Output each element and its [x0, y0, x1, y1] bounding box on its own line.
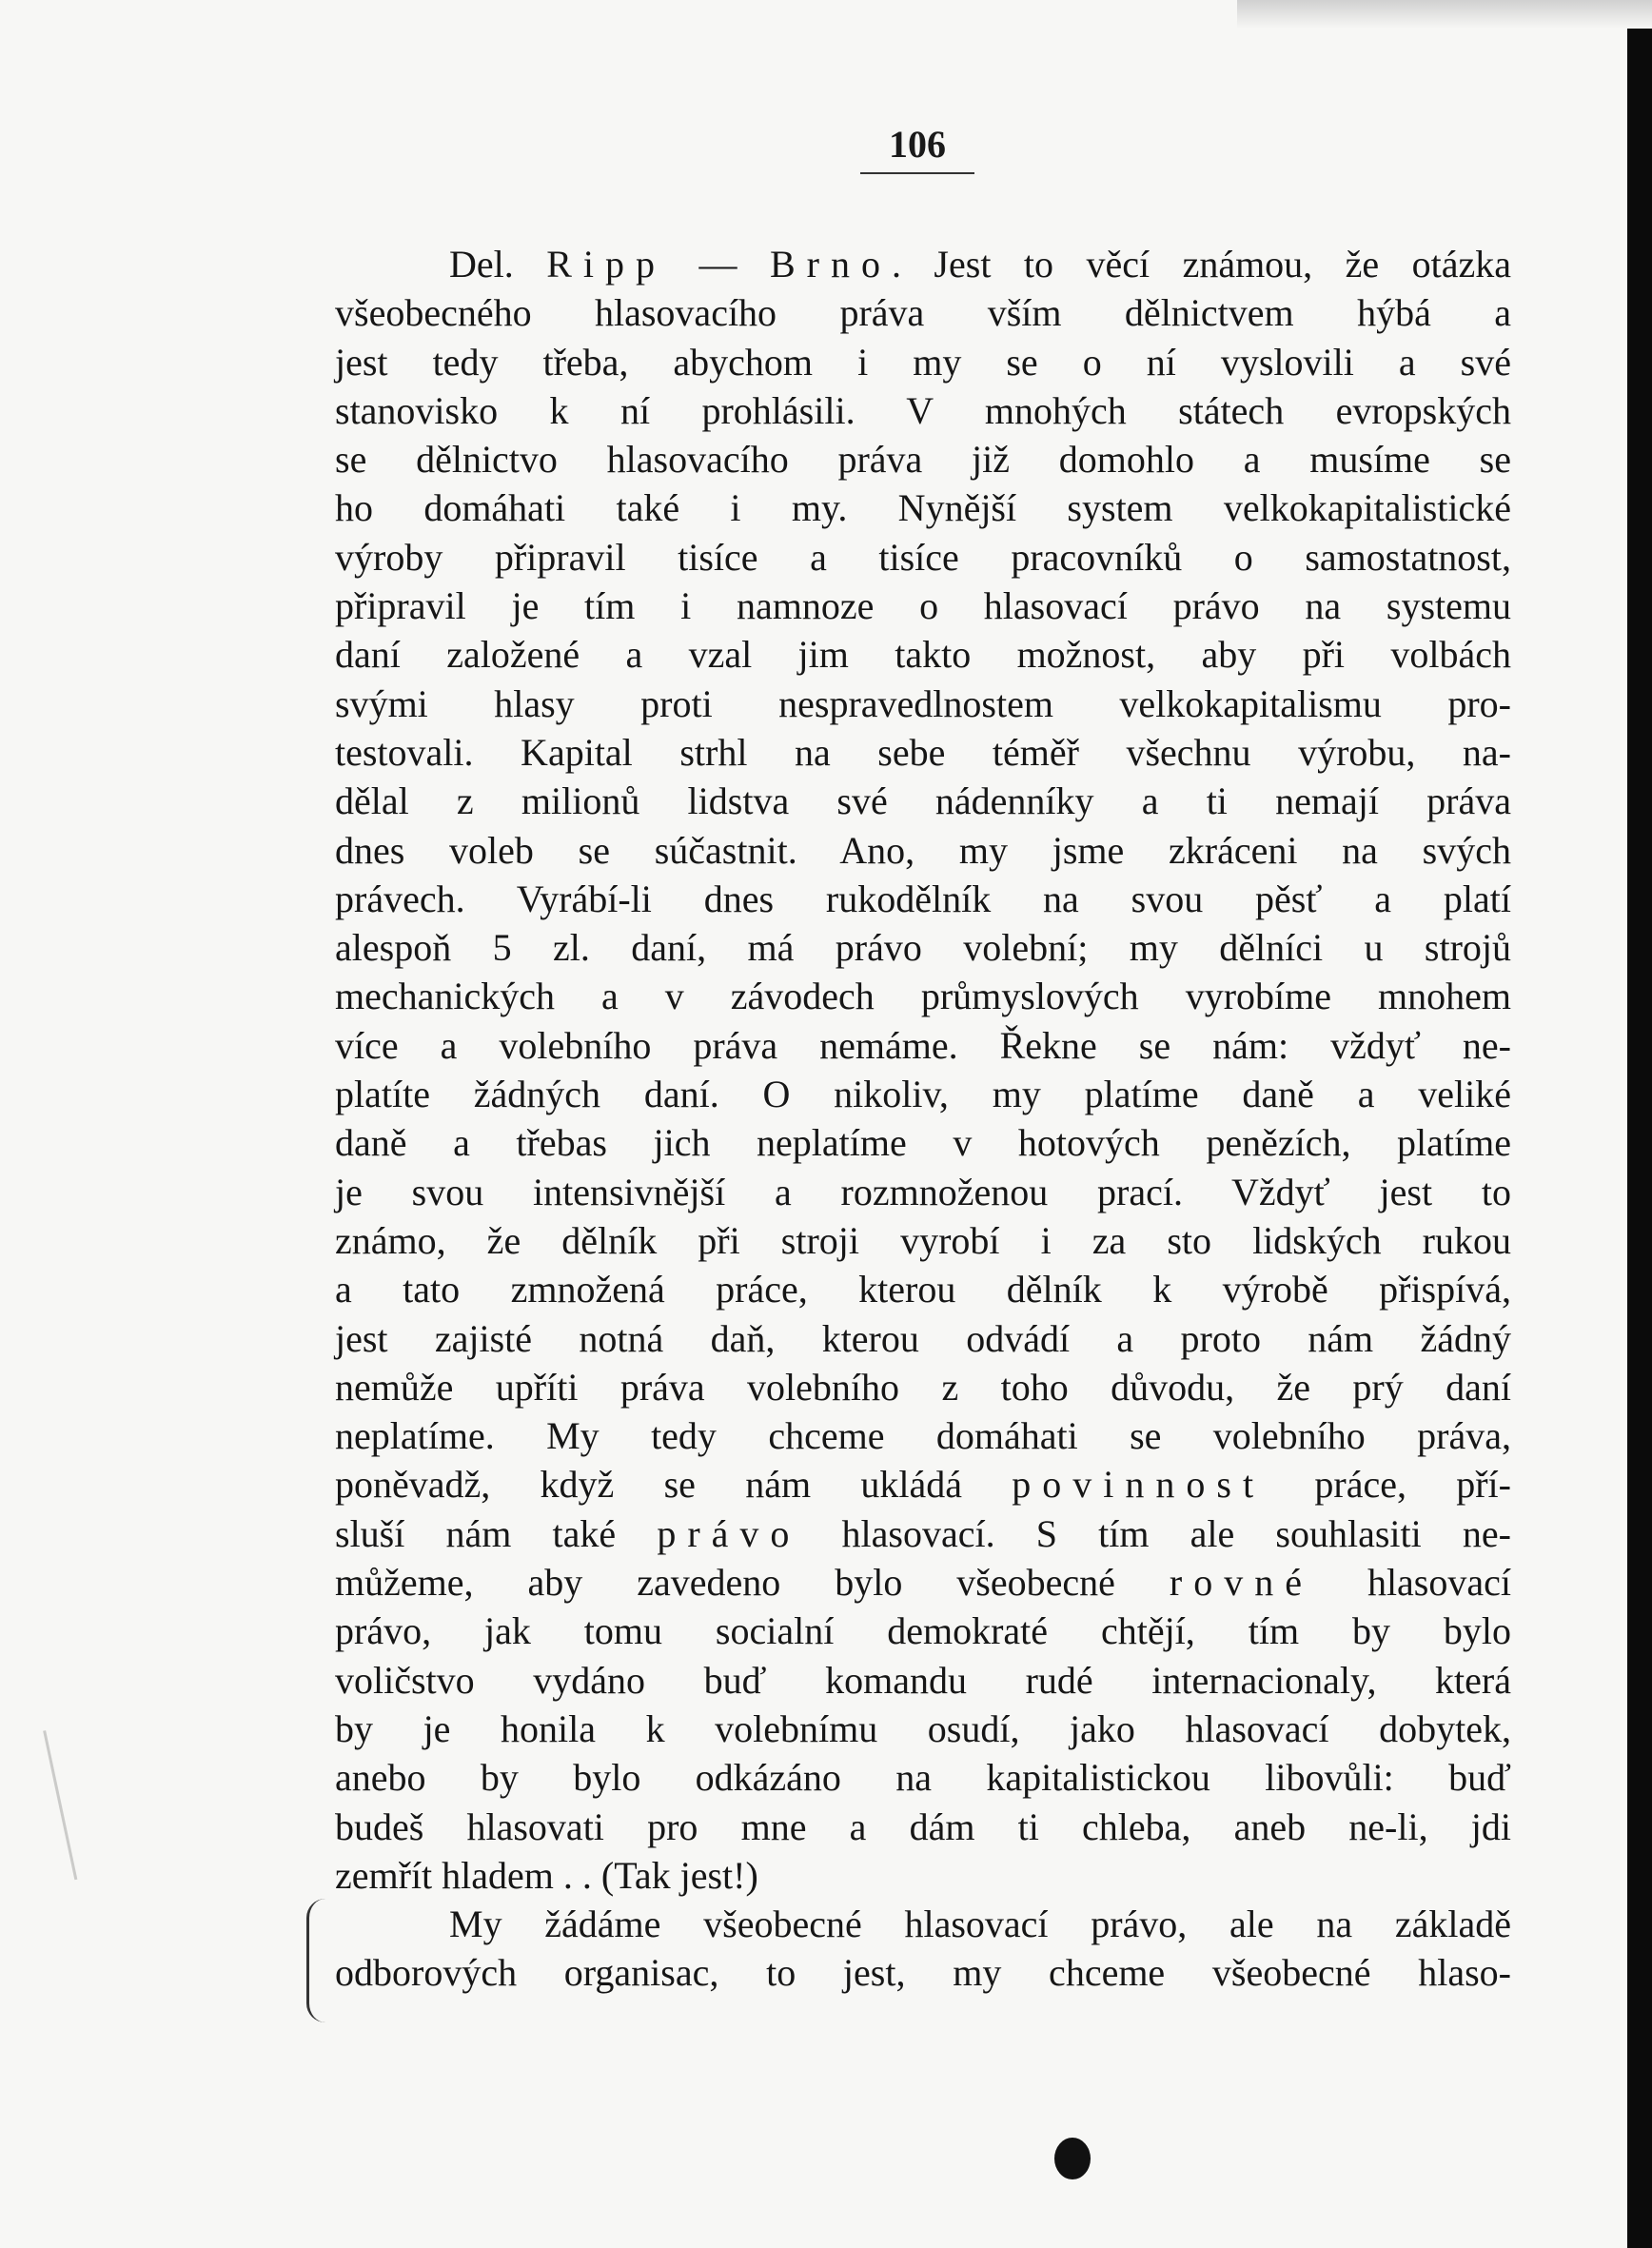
text-line	[335, 1558, 1511, 1607]
text-line	[335, 1753, 1511, 1802]
text-line	[335, 1021, 1511, 1070]
text-run: hlasovací. S tím ale souhlasiti ne-	[800, 1511, 1511, 1555]
text-run: poněvadž, když se nám ukládá	[335, 1463, 1013, 1507]
text-run: nemůže upříti práva volebního z toho důvodu, že prý daní	[335, 1365, 1511, 1409]
text-run: My žádáme všeobecné hlasovací právo, ale na základě	[449, 1903, 1511, 1946]
scan-right-edge	[1627, 29, 1652, 2248]
text-line	[335, 386, 1511, 435]
text-line	[335, 1607, 1511, 1655]
text-line	[335, 1265, 1511, 1313]
text-line	[335, 1851, 1511, 1900]
text-line	[335, 288, 1511, 337]
text-run: stanovisko k ní prohlásili. V mnohých státech evropských	[335, 388, 1511, 432]
text-run: by je honila k volebnímu osudí, jako hlasovací dobytek,	[335, 1706, 1511, 1750]
page-number: 106	[889, 123, 946, 166]
text-line	[335, 1705, 1511, 1753]
text-run: jest zajisté notná daň, kterou odvádí a proto nám žádný	[335, 1316, 1511, 1360]
text-run: jest tedy třeba, abychom i my se o ní vyslovili a své	[335, 340, 1511, 384]
page-number-underline	[860, 172, 974, 174]
emphasized-text: povinnost	[1012, 1463, 1266, 1507]
text-line	[335, 777, 1511, 825]
text-run: svými hlasy proti nespravedlnostem velkokapitalismu pro-	[335, 681, 1511, 725]
text-run: právech. Vyrábí-li dnes rukodělník na svou pěsť a platí	[335, 877, 1511, 920]
text-line	[335, 1118, 1511, 1167]
text-run: můžeme, aby zavedeno bylo všeobecné	[335, 1561, 1170, 1605]
text-run: se dělnictvo hlasovacího práva již domohlo a musíme se	[335, 438, 1511, 482]
text-line	[335, 483, 1511, 532]
text-run: voličstvo vydáno buď komandu rudé internacionaly, která	[335, 1658, 1511, 1702]
text-run: všeobecného hlasovacího práva vším dělnictvem hýbá a	[335, 291, 1511, 335]
emphasized-text: Brno	[769, 243, 892, 286]
text-line	[335, 1411, 1511, 1460]
text-line	[335, 1900, 1511, 1948]
text-line	[335, 923, 1511, 972]
emphasized-text: Ripp	[546, 243, 667, 286]
text-run: hlasovací	[1312, 1561, 1511, 1605]
text-line	[335, 240, 1511, 288]
margin-bracket	[306, 1899, 326, 2022]
text-run: budeš hlasovati pro mne a dám ti chleba, aneb ne-li, jdi	[335, 1804, 1511, 1848]
text-line	[335, 1314, 1511, 1363]
text-run: Del.	[449, 243, 547, 286]
text-run: ho domáhati také i my. Nynější system velkokapitalistické	[335, 486, 1511, 530]
text-run: je svou intensivnější a rozmnoženou prací. Vždyť jest to	[335, 1170, 1511, 1213]
scan-top-edge	[1237, 0, 1652, 29]
text-run: a tato zmnožená práce, kterou dělník k výrobě přispívá,	[335, 1268, 1511, 1311]
text-run: právo, jak tomu socialní demokraté chtějí, tím by bylo	[335, 1609, 1511, 1653]
text-run: —	[666, 243, 770, 286]
text-line	[335, 1216, 1511, 1265]
text-run: známo, že dělník při stroji vyrobí i za sto lidských rukou	[335, 1218, 1511, 1262]
text-line	[335, 1363, 1511, 1411]
text-run: práce, pří-	[1265, 1463, 1511, 1507]
text-run: více a volebního práva nemáme. Řekne se nám: vždyť ne-	[335, 1023, 1511, 1067]
text-run: platíte žádných daní. O nikoliv, my platíme daně a veliké	[335, 1073, 1511, 1116]
text-run: alespoň 5 zl. daní, má právo volební; my dělníci u strojů	[335, 926, 1511, 970]
text-line	[335, 1656, 1511, 1705]
text-run: výroby připravil tisíce a tisíce pracovníků o samostatnost,	[335, 535, 1511, 579]
text-run: daní založené a vzal jim takto možnost, aby při volbách	[335, 633, 1511, 677]
emphasized-text: právo	[657, 1511, 801, 1555]
text-line	[335, 338, 1511, 386]
text-line	[335, 582, 1511, 630]
text-line	[335, 630, 1511, 679]
text-line	[335, 1948, 1511, 1997]
text-line	[335, 1070, 1511, 1118]
text-line	[335, 1803, 1511, 1851]
text-run: . Jest to věcí známou, že otázka	[891, 243, 1511, 286]
text-line	[335, 728, 1511, 777]
text-run: daně a třebas jich neplatíme v hotových penězích, platíme	[335, 1121, 1511, 1165]
text-run: mechanických a v závodech průmyslových vyrobíme mnohem	[335, 975, 1511, 1018]
ink-blot	[1054, 2138, 1091, 2179]
text-run: testovali. Kapital strhl na sebe téměř všechnu výrobu, na-	[335, 730, 1511, 774]
text-run: neplatíme. My tedy chceme domáhati se volebního práva,	[335, 1414, 1511, 1458]
text-line	[335, 1168, 1511, 1216]
text-run: anebo by bylo odkázáno na kapitalistickou libovůli: buď	[335, 1756, 1511, 1800]
text-run: dělal z milionů lidstva své nádenníky a ti nemají práva	[335, 779, 1511, 823]
text-run: odborových organisac, to jest, my chceme všeobecné hlaso-	[335, 1951, 1511, 1995]
text-line	[335, 875, 1511, 923]
text-line	[335, 1509, 1511, 1558]
text-line	[335, 435, 1511, 483]
margin-annotation	[43, 1699, 226, 1880]
text-line	[335, 826, 1511, 875]
body-text	[335, 240, 1511, 1998]
emphasized-text: rovné	[1169, 1561, 1313, 1605]
text-line	[335, 972, 1511, 1020]
text-line	[335, 533, 1511, 582]
text-run: dnes voleb se súčastnit. Ano, my jsme zkráceni na svých	[335, 828, 1511, 872]
text-run: připravil je tím i namnoze o hlasovací právo na systemu	[335, 584, 1511, 628]
text-line	[335, 1460, 1511, 1509]
text-run: sluší nám také	[335, 1511, 658, 1555]
text-line	[335, 680, 1511, 728]
text-run: zemřít hladem . . (Tak jest!)	[335, 1853, 758, 1897]
